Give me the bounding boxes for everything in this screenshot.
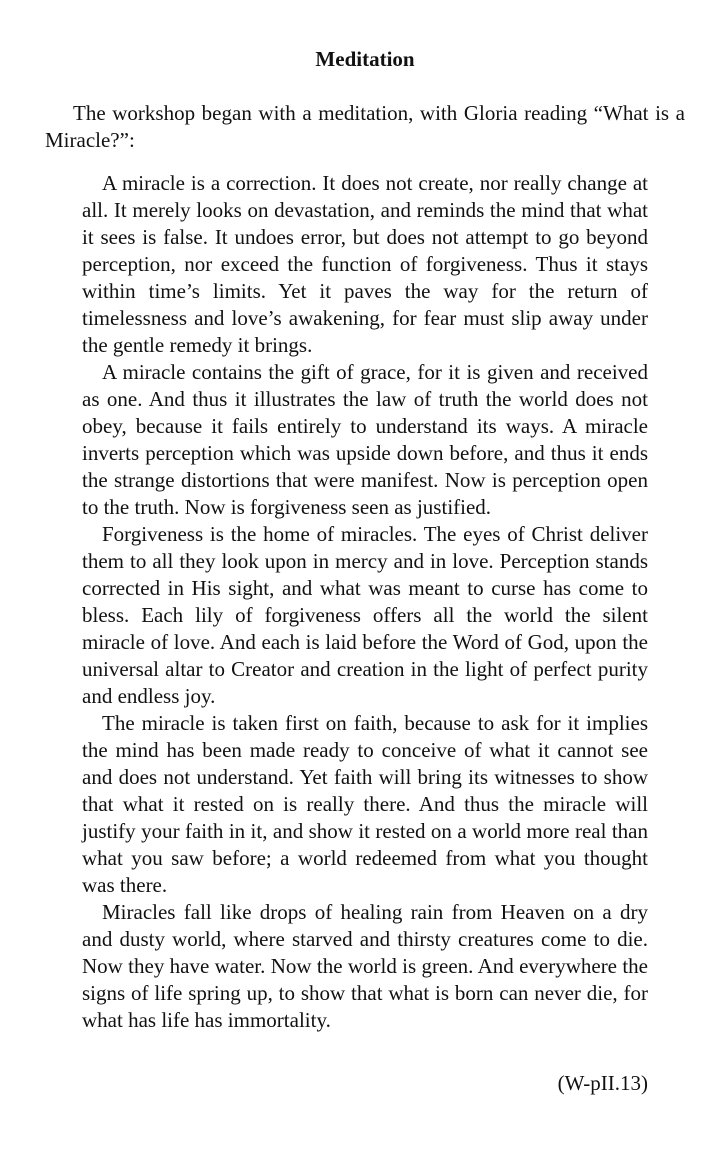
quote-paragraph-3: Forgiveness is the home of miracles. The eyes of Christ deliver them to all they look upon in mercy and in love. Perception stands corrected in His sight, and what was meant to curse has come to bless. Each lily of forgiveness offers all the world the silent miracle of love. And each is laid before the Word of God, upon the universal altar to Creator and creation in the light of perfect purity and endless joy. (82, 522, 648, 708)
quote-paragraph-4: The miracle is taken first on faith, because to ask for it implies the mind has been made ready to conceive of what it cannot see and does not understand. Yet faith will bring its witnesses to show that what it rested on is really there. And thus the miracle will justify your faith in it, and show it rested on a world more real than what you saw before; a world redeemed from what you thought was there. (82, 711, 648, 897)
citation-reference: (W-pII.13) (557, 1071, 648, 1095)
quote-paragraph-2: A miracle contains the gift of grace, for it is given and received as one. And thus it illustrates the law of truth the world does not obey, because it fails entirely to understand its ways. A miracle inverts perception which was upside down before, and thus it ends the strange distortions that were manifest. Now is perception open to the truth. Now is forgiveness seen as justified. (82, 360, 648, 519)
section-heading: Meditation (315, 47, 415, 71)
intro-paragraph: The workshop began with a meditation, with Gloria reading “What is a Miracle?”: (45, 101, 685, 152)
quote-paragraph-5: Miracles fall like drops of healing rain from Heaven on a dry and dusty world, where starved and thirsty creatures come to die. Now they have water. Now the world is green. And everywhere the signs of life spring up, to show that what is born can never die, for what has life has immortality. (82, 900, 648, 1032)
block-quote (82, 170, 648, 1034)
quote-paragraph-1: A miracle is a correction. It does not create, nor really change at all. It merely looks on devastation, and reminds the mind that what it sees is false. It undoes error, but does not attempt to go beyond perception, nor exceed the function of forgiveness. Thus it stays within time’s limits. Yet it paves the way for the return of timelessness and love’s awakening, for fear must slip away under the gentle remedy it brings. (82, 171, 648, 357)
